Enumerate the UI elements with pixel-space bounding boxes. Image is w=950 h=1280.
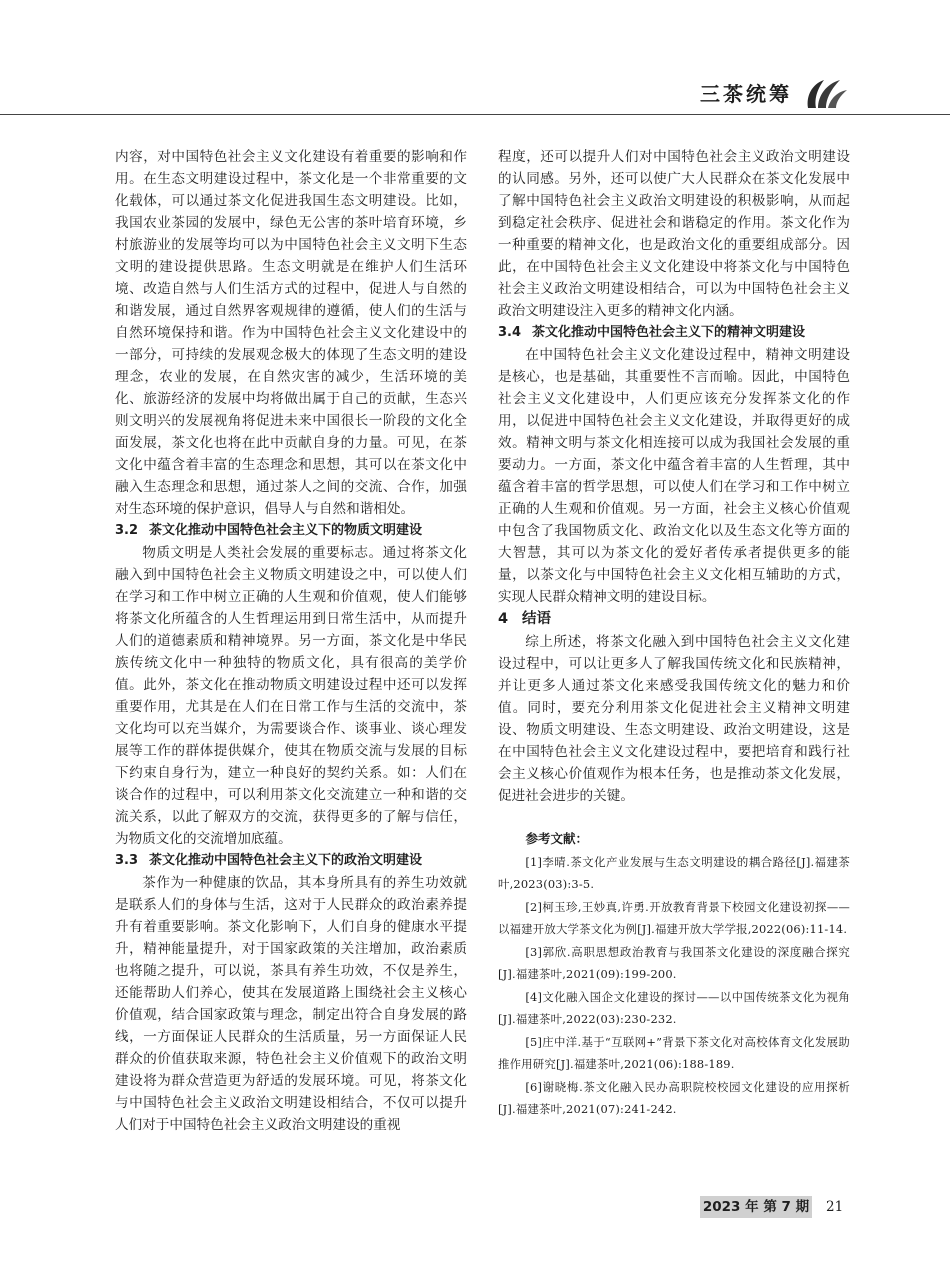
left-column — [115, 146, 467, 1136]
section-title: 结语 — [522, 611, 551, 627]
body-paragraph: 内容，对中国特色社会主义文化建设有着重要的影响和作用。在生态文明建设过程中，茶文化是一个非常重要的文化载体，可以通过茶文化促进我国生态文明建设。比如，我国农业茶园的发展中，绿色无公害的茶叶培育环境，乡村旅游业的发展等均可以为中国特色社会主义文明下生态文明的建设提供思路。生态文明就是在维护人们生活环境、改造自然与人们生活方式的过程中，促进人与自然的和谐发展，通过自然界客观规律的遵循，使人们的生活与自然环境保持和谐。作为中国特色社会主义文化建设中的一部分，可持续的发展观念极大的体现了生态文明的建设理念，农业的发展，在自然灾害的减少，生活环境的美化、旅游经济的发展中均将做出属于自己的贡献，生态兴则文明兴的发展视角将促进未来中国很长一阶段的文化全面发展，茶文化也将在此中贡献自身的力量。可见，在茶文化中蕴含着丰富的生态理念和思想，其可以在茶文化中融入生态理念和思想，通过茶人之间的交流、合作，加强对生态环境的保护意识，倡导人与自然和谐相处。 — [115, 149, 467, 517]
tea-leaf-icon — [804, 76, 848, 110]
section-title: 茶文化推动中国特色社会主义下的物质文明建设 — [149, 523, 423, 538]
body-paragraph: 茶作为一种健康的饮品，其本身所具有的养生功效就是联系人们的身体与生活，这对于人民群众的政治素养提升有着重要影响。茶文化影响下，人们自身的健康水平提升，精神能量提升，对于国家政策的关注增加，政治素质也将随之提升，可以说，茶具有养生功效，不仅是养生，还能帮助人们养心，使其在发展道路上围绕社会主义核心价值观，结合国家政策与理念，制定出符合自身发展的路线，一方面保证人民群众的生活质量，另一方面保证人民群众的价值获取来源，特色社会主义价值观下的政治文明建设将为群众营造更为舒适的发展环境。可见，将茶文化与中国特色社会主义政治文明建设相结合，不仅可以提升人们对于中国特色社会主义政治文明建设的重视 — [115, 875, 467, 1133]
issue-label: 2023 年 第 7 期 — [700, 1196, 812, 1218]
section-heading-4 — [498, 608, 850, 631]
reference-item: [2]柯玉珍,王妙真,许勇.开放教育背景下校园文化建设初探——以福建开放大学茶文化为例[J].福建开放大学学报,2022(06):11-14. — [498, 900, 850, 936]
section-number: 4 — [498, 611, 509, 627]
reference-item: [3]郭欣.高职思想政治教育与我国茶文化建设的深度融合探究[J].福建茶叶,2021(09):199-200. — [498, 945, 850, 981]
right-column — [498, 146, 850, 1121]
reference-item: [4]文化融入国企文化建设的探讨——以中国传统茶文化为视角[J].福建茶叶,2022(03):230-232. — [498, 990, 850, 1026]
body-paragraph: 综上所述，将茶文化融入到中国特色社会主义文化建设过程中，可以让更多人了解我国传统文化和民族精神，并让更多人通过茶文化来感受我国传统文化的魅力和价值。同时，要充分利用茶文化促进社会主义精神文明建设、物质文明建设、生态文明建设、政治文明建设，这是在中国特色社会主义文化建设过程中，要把培育和践行社会主义核心价值观作为根本任务，也是推动茶文化发展，促进社会进步的关键。 — [498, 634, 850, 804]
section-number: 3.3 — [115, 853, 139, 868]
section-title: 茶文化推动中国特色社会主义下的政治文明建设 — [149, 853, 423, 868]
body-paragraph: 程度，还可以提升人们对中国特色社会主义政治文明建设的认同感。另外，还可以使广大人民群众在茶文化发展中了解中国特色社会主义政治文明建设的积极影响，从而起到稳定社会秩序、促进社会和谐稳定的作用。茶文化作为一种重要的精神文化，也是政治文化的重要组成部分。因此，在中国特色社会主义文化建设中将茶文化与中国特色社会主义政治文明建设相结合，可以为中国特色社会主义政治文明建设注入更多的精神文化内涵。 — [498, 149, 850, 319]
body-paragraph: 在中国特色社会主义文化建设过程中，精神文明建设是核心，也是基础，其重要性不言而喻。因此，中国特色社会主义文化建设中，人们更应该充分发挥茶文化的作用，以促进中国特色社会主义文化建设，并取得更好的成效。精神文明与茶文化相连接可以成为我国社会发展的重要动力。一方面，茶文化中蕴含着丰富的人生哲理，其中蕴含着丰富的哲学思想，可以使人们在学习和工作中树立正确的人生观和价值观。另一方面，社会主义核心价值观中包含了我国物质文化、政治文化以及生态文化等方面的大智慧，其可以为茶文化的爱好者传承者提供更多的能量，以茶文化与中国特色社会主义文化相互辅助的方式，实现人民群众精神文明的建设目标。 — [498, 347, 850, 605]
section-title: 茶文化推动中国特色社会主义下的精神文明建设 — [532, 325, 806, 340]
section-heading-3-4 — [498, 322, 850, 344]
reference-item: [6]谢晓梅.茶文化融入民办高职院校校园文化建设的应用探析[J].福建茶叶,2021(07):241-242. — [498, 1080, 850, 1116]
journal-section-title: 三茶统筹 — [700, 82, 792, 106]
header-rule — [0, 114, 950, 115]
references — [498, 828, 850, 1120]
body-paragraph: 物质文明是人类社会发展的重要标志。通过将茶文化融入到中国特色社会主义物质文明建设之中，可以使人们在学习和工作中树立正确的人生观和价值观，使人们能够将茶文化所蕴含的人生哲理运用到日常生活中，从而提升人们的道德素质和精神境界。另一方面，茶文化是中华民族传统文化中一种独特的物质文化，具有很高的美学价值。此外，茶文化在推动物质文明建设过程中还可以发挥重要作用，尤其是在人们在日常工作与生活的交流中，茶文化均可以充当媒介，为需要谈合作、谈事业、谈心理发展等工作的群体提供媒介，使其在物质交流与发展的目标下约束自身行为，建立一种良好的契约关系。如：人们在谈合作的过程中，可以利用茶文化交流建立一种和谐的交流关系，以此了解双方的交流，获得更多的了解与信任，为物质文化的交流增加底蕴。 — [115, 545, 467, 847]
section-heading-3-3 — [115, 850, 467, 872]
reference-item: [5]庄中洋.基于“互联网+”背景下茶文化对高校体育文化发展助推作用研究[J].福建茶叶,2021(06):188-189. — [498, 1035, 850, 1071]
reference-item: [1]李晴.茶文化产业发展与生态文明建设的耦合路径[J].福建茶叶,2023(03):3-5. — [498, 855, 850, 891]
header-brand — [700, 76, 860, 112]
section-number: 3.2 — [115, 523, 139, 538]
section-number: 3.4 — [498, 325, 522, 340]
references-title: 参考文献： — [525, 831, 589, 846]
page-number: 21 — [826, 1199, 844, 1215]
section-heading-3-2 — [115, 520, 467, 542]
